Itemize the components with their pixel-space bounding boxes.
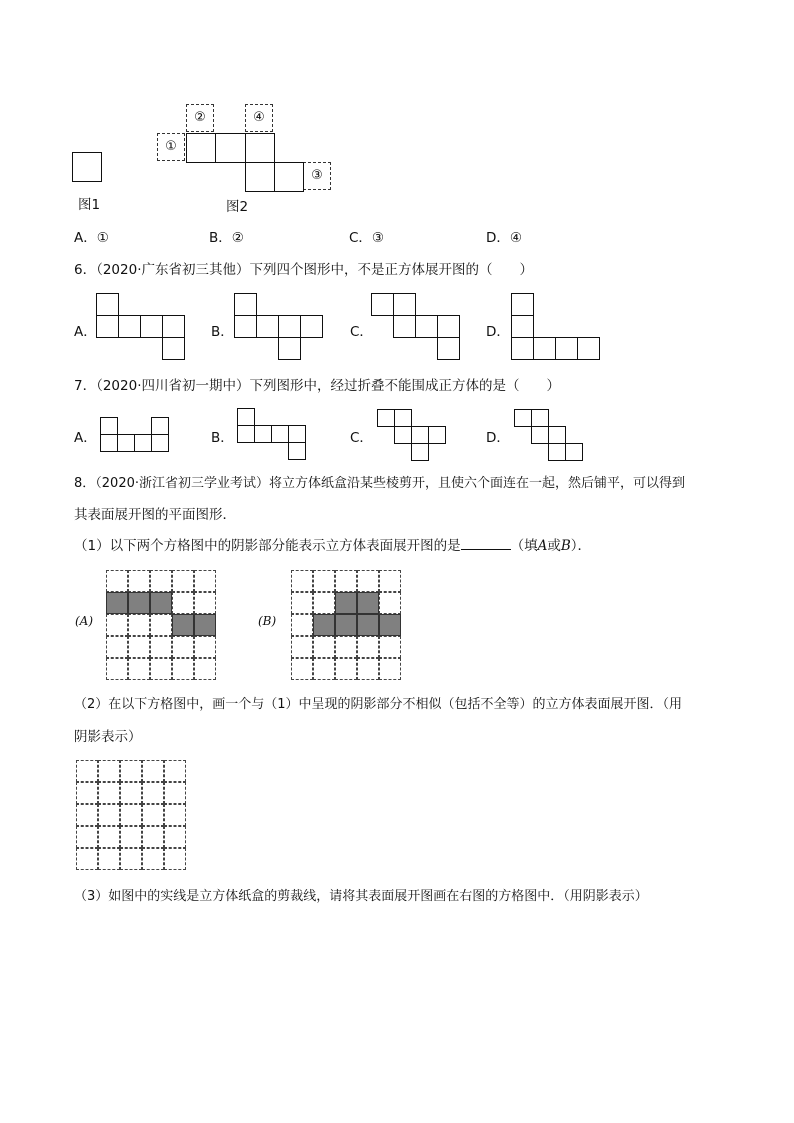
q6-option-a-label: A．: [74, 324, 97, 340]
net-square: [274, 162, 304, 192]
grid-cell: [291, 570, 313, 592]
net-square: [254, 425, 272, 443]
net-square: [96, 315, 119, 338]
net-square: [415, 315, 438, 338]
grid-a: [106, 570, 216, 680]
grid-cell[interactable]: [120, 848, 142, 870]
fig1-square: [72, 152, 102, 182]
q6-option-c-label: C．: [350, 324, 373, 340]
net-square: [134, 434, 152, 452]
q8-stem-line1: 8．（2020·浙江省初三学业考试）将立方体纸盒沿某些棱剪开，且使六个面连在一起，然后铺平，可以得到: [74, 476, 685, 491]
q7-stem: 7．（2020·四川省初一期中）下列图形中，经过折叠不能围成正方体的是（ ）: [74, 378, 560, 394]
grid-cell[interactable]: [98, 826, 120, 848]
grid-cell[interactable]: [142, 804, 164, 826]
grid-cell: [357, 658, 379, 680]
marker-4: ④: [245, 104, 273, 132]
grid-cell[interactable]: [76, 804, 98, 826]
grid-cell-shaded: [357, 592, 379, 614]
grid-cell: [150, 658, 172, 680]
grid-cell[interactable]: [98, 782, 120, 804]
grid-cell-shaded: [313, 614, 335, 636]
grid-cell[interactable]: [164, 848, 186, 870]
grid-cell: [291, 614, 313, 636]
net-square: [514, 409, 532, 427]
grid-cell-shaded: [357, 614, 379, 636]
grid-cell: [313, 658, 335, 680]
q8-stem-line2: 其表面展开图的平面图形．: [74, 507, 236, 523]
q6-option-d-label: D．: [486, 324, 510, 340]
grid-cell: [150, 614, 172, 636]
grid-cell[interactable]: [120, 826, 142, 848]
grid-cell[interactable]: [76, 826, 98, 848]
grid-a-label: (A): [75, 614, 94, 628]
net-square: [548, 443, 566, 461]
grid-cell[interactable]: [76, 760, 98, 782]
grid-cell[interactable]: [120, 804, 142, 826]
net-square: [245, 162, 275, 192]
grid-b: [291, 570, 401, 680]
q8-part1: [74, 537, 591, 555]
q8-part3: （3）如图中的实线是立方体纸盒的剪裁线，请将其表面展开图画在右图的方格图中．（用阴影表示）: [74, 889, 648, 904]
net-square: [234, 315, 257, 338]
net-square: [278, 337, 301, 360]
grid-cell[interactable]: [120, 760, 142, 782]
fig2-label: 图2: [226, 199, 249, 215]
q6-option-b-label: B．: [211, 324, 234, 340]
grid-cell: [194, 592, 216, 614]
grid-cell[interactable]: [164, 826, 186, 848]
marker-3: ③: [303, 162, 331, 190]
grid-cell[interactable]: [98, 760, 120, 782]
grid-cell-shaded: [106, 592, 128, 614]
grid-cell: [172, 658, 194, 680]
net-square: [437, 315, 460, 338]
grid-cell: [379, 658, 401, 680]
net-square: [300, 315, 323, 338]
marker-1: ①: [157, 133, 185, 161]
net-square: [428, 426, 446, 444]
q8-part1-suffix: （填: [510, 538, 538, 554]
grid-cell[interactable]: [76, 782, 98, 804]
grid-cell: [194, 636, 216, 658]
net-square: [186, 133, 216, 163]
grid-cell[interactable]: [142, 760, 164, 782]
net-square: [411, 426, 429, 444]
net-square: [151, 417, 169, 435]
grid-cell: [291, 658, 313, 680]
grid-cell-shaded: [128, 592, 150, 614]
grid-cell: [335, 570, 357, 592]
net-square: [278, 315, 301, 338]
q8-part1-end: ）．: [570, 538, 592, 554]
grid-cell: [379, 636, 401, 658]
answer-grid[interactable]: [76, 760, 186, 870]
grid-cell: [379, 570, 401, 592]
grid-cell[interactable]: [98, 804, 120, 826]
net-square: [237, 425, 255, 443]
grid-cell: [291, 636, 313, 658]
grid-cell[interactable]: [164, 760, 186, 782]
q8-part1-b: B: [560, 538, 571, 554]
net-square: [394, 426, 412, 444]
net-square: [100, 434, 118, 452]
net-square: [577, 337, 600, 360]
net-square: [533, 337, 556, 360]
net-square: [511, 337, 534, 360]
net-square: [162, 337, 185, 360]
q8-part2-line1: （2）在以下方格图中，画一个与（1）中呈现的阴影部分不相似（包括不全等）的立方体表面展开图．（用: [74, 697, 683, 712]
grid-cell-shaded: [194, 614, 216, 636]
net-square: [371, 293, 394, 316]
net-square: [511, 293, 534, 316]
grid-cell: [194, 658, 216, 680]
grid-cell: [194, 570, 216, 592]
grid-cell: [172, 570, 194, 592]
grid-cell[interactable]: [142, 826, 164, 848]
net-square: [96, 293, 119, 316]
net-square: [394, 409, 412, 427]
grid-cell[interactable]: [98, 848, 120, 870]
q7-option-c-label: C．: [350, 430, 373, 446]
q8-part1-a: A: [537, 538, 548, 554]
grid-cell-shaded: [335, 614, 357, 636]
q5-option-c: C．③: [349, 230, 385, 246]
net-square: [118, 315, 141, 338]
grid-cell: [128, 570, 150, 592]
grid-cell: [357, 570, 379, 592]
grid-cell: [335, 636, 357, 658]
net-square: [531, 409, 549, 427]
q7-option-a-label: A．: [74, 430, 97, 446]
grid-cell: [313, 592, 335, 614]
net-square: [215, 133, 246, 163]
grid-cell: [106, 614, 128, 636]
grid-cell-shaded: [150, 592, 172, 614]
q8-part2-line2: 阴影表示）: [74, 729, 142, 745]
net-square: [437, 337, 460, 360]
marker-2: ②: [186, 104, 214, 132]
grid-cell: [357, 636, 379, 658]
grid-cell: [128, 658, 150, 680]
net-square: [234, 293, 257, 316]
grid-cell: [150, 636, 172, 658]
q8-part1-prefix: （1）以下两个方格图中的阴影部分能表示立方体表面展开图的是: [74, 538, 461, 554]
grid-b-label: (B): [258, 614, 277, 628]
net-square: [151, 434, 169, 452]
grid-cell: [106, 658, 128, 680]
q8-part1-or: 或: [547, 538, 561, 554]
grid-cell[interactable]: [76, 848, 98, 870]
net-square: [288, 442, 306, 460]
net-square: [548, 426, 566, 444]
grid-cell[interactable]: [164, 782, 186, 804]
net-square: [377, 409, 395, 427]
fig1-label: 图1: [78, 197, 101, 213]
net-square: [393, 293, 416, 316]
grid-cell: [172, 636, 194, 658]
q5-option-a: A．①: [74, 230, 109, 246]
grid-cell[interactable]: [142, 782, 164, 804]
grid-cell-shaded: [379, 614, 401, 636]
grid-cell: [106, 636, 128, 658]
net-square: [511, 315, 534, 338]
net-square: [565, 443, 583, 461]
net-square: [256, 315, 279, 338]
q7-option-d-label: D．: [486, 430, 510, 446]
grid-cell: [379, 592, 401, 614]
q5-option-b: B．②: [209, 230, 244, 246]
grid-cell[interactable]: [164, 804, 186, 826]
q7-option-b-label: B．: [211, 430, 234, 446]
net-square: [162, 315, 185, 338]
net-square: [117, 434, 135, 452]
grid-cell-shaded: [335, 592, 357, 614]
net-square: [100, 417, 118, 435]
grid-cell[interactable]: [142, 848, 164, 870]
net-square: [531, 426, 549, 444]
net-square: [245, 133, 275, 163]
grid-cell: [172, 592, 194, 614]
net-square: [555, 337, 578, 360]
net-square: [271, 425, 289, 443]
net-square: [288, 425, 306, 443]
grid-cell: [291, 592, 313, 614]
grid-cell: [128, 614, 150, 636]
grid-cell[interactable]: [120, 782, 142, 804]
net-square: [237, 408, 255, 426]
grid-cell: [313, 570, 335, 592]
net-square: [393, 315, 416, 338]
net-square: [140, 315, 163, 338]
grid-cell: [150, 570, 172, 592]
q6-stem: 6．（2020·广东省初三其他）下列四个图形中，不是正方体展开图的（ ）: [74, 262, 533, 278]
answer-blank[interactable]: [461, 537, 511, 550]
q5-option-d: D．④: [486, 230, 522, 246]
grid-cell-shaded: [172, 614, 194, 636]
grid-cell: [335, 658, 357, 680]
grid-cell: [128, 636, 150, 658]
grid-cell: [313, 636, 335, 658]
net-square: [411, 443, 429, 461]
grid-cell: [106, 570, 128, 592]
